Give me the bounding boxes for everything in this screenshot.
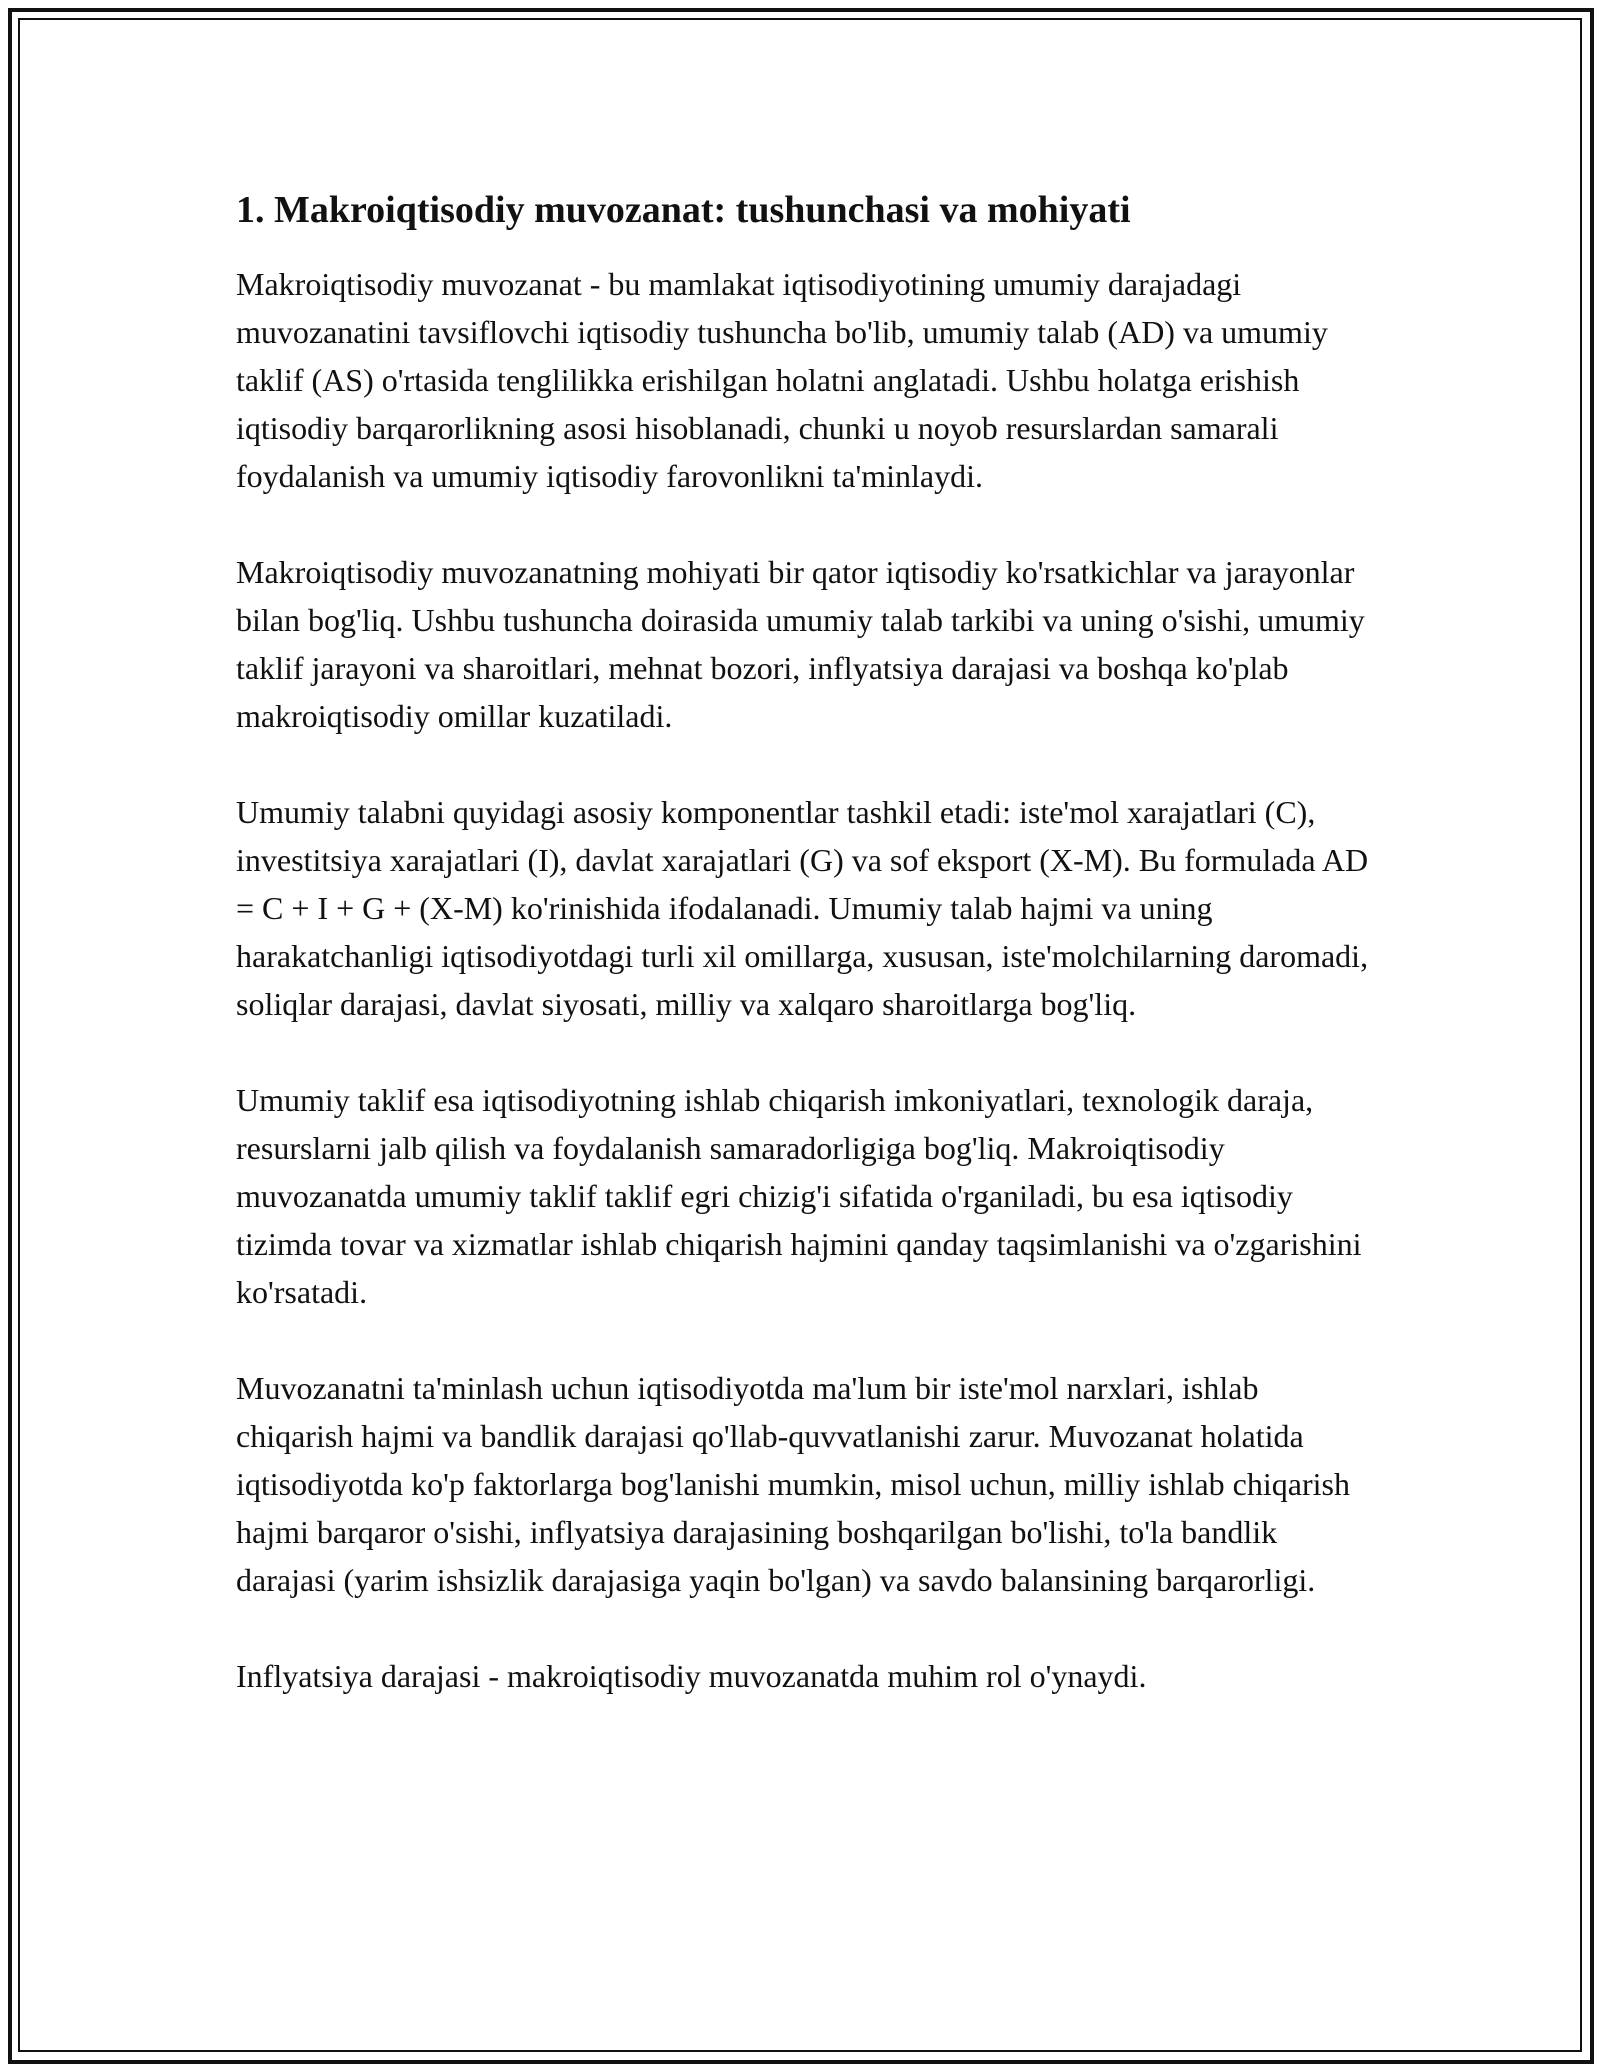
- paragraph-aggregate-supply: Umumiy taklif esa iqtisodiyotning ishlab chiqarish imkoniyatlari, texnologik daraja, resurslarni jalb qilish va foydalanish samaradorligiga bog'liq. Makroiqtisodiy muvozanatda umumiy taklif taklif egri chizig'i sifatida o'rganiladi, bu esa iqtisodiy tizimda tovar va xizmatlar ishlab chiqarish hajmini qanday taqsimlanishi va o'zgarishini ko'rsatadi.: [236, 1082, 1362, 1310]
- paragraph-definition: Makroiqtisodiy muvozanat - bu mamlakat iqtisodiyotining umumiy darajadagi muvozanatini tavsiflovchi iqtisodiy tushuncha bo'lib, umumiy talab (AD) va umumiy taklif (AS) o'rtasida tenglilikka erishilgan holatni anglatadi. Ushbu holatga erishish iqtisodiy barqarorlikning asosi hisoblanadi, chunki u noyob resurslardan samarali foydalanish va umumiy iqtisodiy farovonlikni ta'minlaydi.: [236, 266, 1328, 494]
- paragraph-aggregate-demand: Umumiy talabni quyidagi asosiy komponentlar tashkil etadi: iste'mol xarajatlari (C), investitsiya xarajatlari (I), davlat xarajatlari (G) va sof eksport (X-M). Bu formulada AD = C + I + G + (X-M) ko'rinishida ifodalanadi. Umumiy talab hajmi va uning harakatchanligi iqtisodiyotdagi turli xil omillarga, xususan, iste'molchilarning daromadi, soliqlar darajasi, davlat siyosati, milliy va xalqaro sharoitlarga bog'liq.: [236, 794, 1369, 1022]
- paragraph-essence: Makroiqtisodiy muvozanatning mohiyati bir qator iqtisodiy ko'rsatkichlar va jarayonlar bilan bog'liq. Ushbu tushuncha doirasida umumiy talab tarkibi va uning o'sishi, umumiy taklif jarayoni va sharoitlari, mehnat bozori, inflyatsiya darajasi va boshqa ko'plab makroiqtisodiy omillar kuzatiladi.: [236, 554, 1365, 734]
- paragraph-inflation: Inflyatsiya darajasi - makroiqtisodiy muvozanatda muhim rol o'ynaydi.: [236, 1658, 1147, 1694]
- section-heading: 1. Makroiqtisodiy muvozanat: tushunchasi va mohiyati: [236, 189, 1131, 231]
- paragraph-equilibrium-conditions: Muvozanatni ta'minlash uchun iqtisodiyotda ma'lum bir iste'mol narxlari, ishlab chiqarish hajmi va bandlik darajasi qo'llab-quvvatlanishi zarur. Muvozanat holatida iqtisodiyotda ko'p faktorlarga bog'lanishi mumkin, misol uchun, milliy ishlab chiqarish hajmi barqaror o'sishi, inflyatsiya darajasining boshqarilgan bo'lishi, to'la bandlik darajasi (yarim ishsizlik darajasiga yaqin bo'lgan) va savdo balansining barqarorligi.: [236, 1370, 1350, 1598]
- document-body: [236, 186, 1376, 1700]
